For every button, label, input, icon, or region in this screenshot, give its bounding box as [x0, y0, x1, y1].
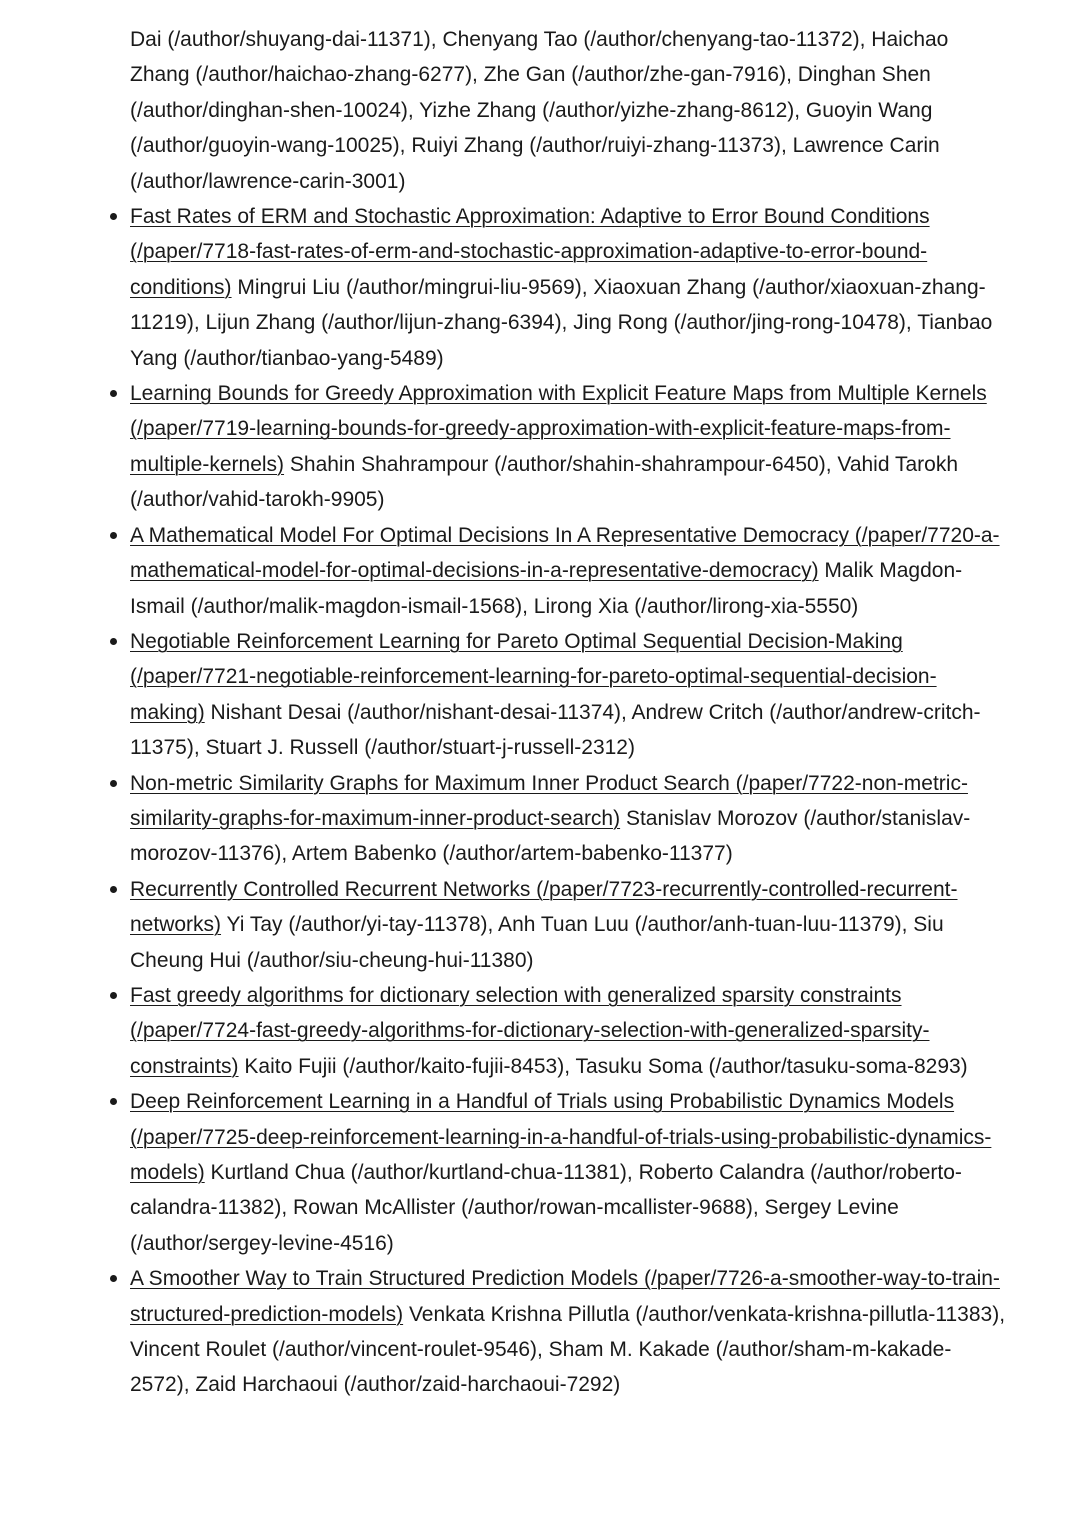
paper-authors: Stanislav Morozov (/author/stanislav-morozov-11376), Artem Babenko (/author/artem-babenko-11377)	[130, 806, 971, 866]
paper-list-item	[130, 199, 1010, 376]
paper-link[interactable]: Fast greedy algorithms for dictionary selection with generalized sparsity constraints (/paper/7724-fast-greedy-algorithms-for-dictionary-selection-with-generalized-sparsity-constraints)	[130, 983, 930, 1078]
paper-link[interactable]: Deep Reinforcement Learning in a Handful of Trials using Probabilistic Dynamics Models (/paper/7725-deep-reinforcement-learning-in-a-handful-of-trials-using-probabilistic-dynamics-models)	[130, 1090, 992, 1184]
paper-link[interactable]: A Smoother Way to Train Structured Prediction Models (/paper/7726-a-smoother-way-to-train-structured-prediction-models)	[130, 1267, 1000, 1326]
paper-authors: Shahin Shahrampour (/author/shahin-shahrampour-6450), Vahid Tarokh (/author/vahid-tarokh-9905)	[130, 452, 959, 512]
paper-link[interactable]: Recurrently Controlled Recurrent Networks (/paper/7723-recurrently-controlled-recurrent-networks)	[130, 877, 958, 937]
paper-list	[130, 199, 1010, 1403]
paper-link[interactable]: Negotiable Reinforcement Learning for Pareto Optimal Sequential Decision-Making (/paper/7721-negotiable-reinforcement-learning-for-pareto-optimal-sequential-decision-making)	[130, 629, 937, 724]
paper-list-item	[130, 376, 1010, 518]
paper-link[interactable]: Learning Bounds for Greedy Approximation with Explicit Feature Maps from Multiple Kernels (/paper/7719-learning-bounds-for-greedy-approximation-with-explicit-feature-maps-from-multiple-kernels)	[130, 382, 987, 476]
paper-list-item	[130, 872, 1010, 978]
paper-link[interactable]: A Mathematical Model For Optimal Decisions In A Representative Democracy (/paper/7720-a-mathematical-model-for-optimal-decisions-in-a-representative-democracy)	[130, 523, 1000, 583]
paper-list-item	[130, 518, 1010, 624]
previous-entry-authors: Dai (/author/shuyang-dai-11371), Chenyang Tao (/author/chenyang-tao-11372), Haichao Zhang (/author/haichao-zhang-6277), Zhe Gan (/author/zhe-gan-7916), Dinghan Shen (/author/dinghan-shen-10024), Yizhe Zhang (/author/yizhe-zhang-8612), Guoyin Wang (/author/guoyin-wang-10025), Ruiyi Zhang (/author/ruiyi-zhang-11373), Lawrence Carin (/author/lawrence-carin-3001)	[130, 28, 949, 193]
paper-authors: Nishant Desai (/author/nishant-desai-11374), Andrew Critch (/author/andrew-critch-11375), Stuart J. Russell (/author/stuart-j-russell-2312)	[130, 700, 981, 760]
paper-authors: Venkata Krishna Pillutla (/author/venkata-krishna-pillutla-11383), Vincent Roulet (/author/vincent-roulet-9546), Sham M. Kakade (/author/sham-m-kakade-2572), Zaid Harchaoui (/author/zaid-harchaoui-7292)	[130, 1302, 1006, 1397]
paper-list-item	[130, 766, 1010, 872]
paper-list-item	[130, 978, 1010, 1084]
paper-list-content	[130, 22, 1010, 1403]
paper-authors: Kurtland Chua (/author/kurtland-chua-11381), Roberto Calandra (/author/roberto-calandra-11382), Rowan McAllister (/author/rowan-mcallister-9688), Sergey Levine (/author/sergey-levine-4516)	[130, 1161, 962, 1255]
paper-link[interactable]: Fast Rates of ERM and Stochastic Approximation: Adaptive to Error Bound Conditions (/paper/7718-fast-rates-of-erm-and-stochastic-approximation-adaptive-to-error-bound-conditions)	[130, 205, 930, 299]
paper-authors: Mingrui Liu (/author/mingrui-liu-9569), Xiaoxuan Zhang (/author/xiaoxuan-zhang-11219), Lijun Zhang (/author/lijun-zhang-6394), Jing Rong (/author/jing-rong-10478), Tianbao Yang (/author/tianbao-yang-5489)	[130, 275, 993, 370]
paper-list-item	[130, 624, 1010, 766]
paper-link[interactable]: Non-metric Similarity Graphs for Maximum Inner Product Search (/paper/7722-non-metric-similarity-graphs-for-maximum-inner-product-search)	[130, 771, 968, 830]
paper-list-item	[130, 1084, 1010, 1261]
paper-authors: Yi Tay (/author/yi-tay-11378), Anh Tuan Luu (/author/anh-tuan-luu-11379), Siu Cheung Hui (/author/siu-cheung-hui-11380)	[130, 913, 944, 972]
paper-list-item	[130, 1261, 1010, 1403]
paper-authors: Kaito Fujii (/author/kaito-fujii-8453), Tasuku Soma (/author/tasuku-soma-8293)	[238, 1054, 968, 1078]
paper-authors: Malik Magdon-Ismail (/author/malik-magdon-ismail-1568), Lirong Xia (/author/lirong-xia-5550)	[130, 559, 963, 618]
